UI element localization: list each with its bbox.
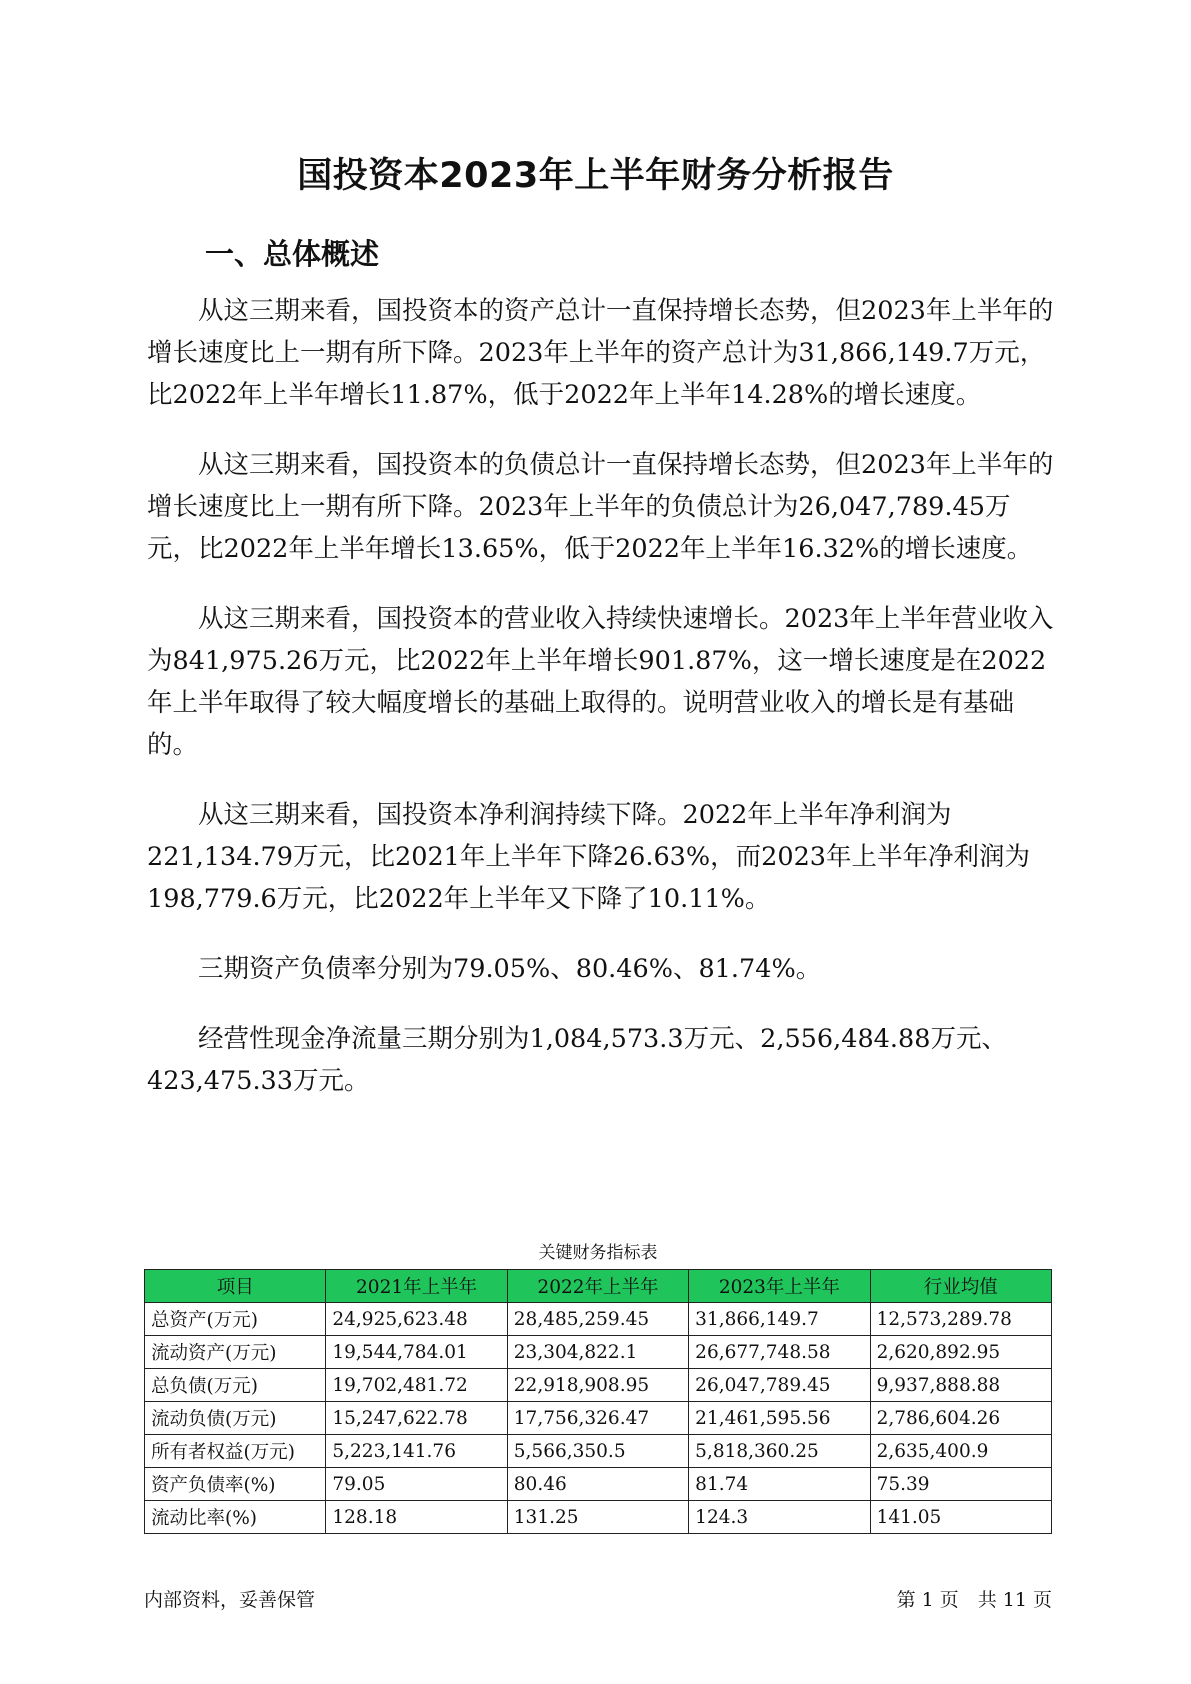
report-title: 国投资本2023年上半年财务分析报告 — [297, 156, 894, 196]
table-row — [145, 1501, 1052, 1534]
table-row — [145, 1468, 1052, 1501]
paragraph-debt-ratio: 三期资产负债率分别为79.05%、80.46%、81.74%。 — [198, 954, 822, 984]
paragraph-liabilities: 从这三期来看，国投资本的负债总计一直保持增长态势，但2023年上半年的增长速度比上一期有所下降。2023年上半年的负债总计为26,047,789.45万元，比2022年上半年增长13.65%，低于2022年上半年16.32%的增长速度。 — [147, 450, 1054, 564]
paragraph-revenue: 从这三期来看，国投资本的营业收入持续快速增长。2023年上半年营业收入为841,975.26万元，比2022年上半年增长901.87%，这一增长速度是在2022年上半年取得了较大幅度增长的基础上取得的。说明营业收入的增长是有基础的。 — [147, 604, 1054, 760]
table-cell: 总资产(万元) — [145, 1303, 326, 1336]
table-cell: 2,786,604.26 — [870, 1402, 1051, 1435]
table-cell: 79.05 — [326, 1468, 507, 1501]
header-2022h1: 2022年上半年 — [507, 1270, 688, 1303]
body-text — [147, 290, 1059, 1130]
table-cell: 19,702,481.72 — [326, 1369, 507, 1402]
table-cell: 80.46 — [507, 1468, 688, 1501]
table-row — [145, 1336, 1052, 1369]
table-header-row — [145, 1270, 1052, 1303]
table-cell: 5,818,360.25 — [689, 1435, 870, 1468]
table-cell: 31,866,149.7 — [689, 1303, 870, 1336]
table-row — [145, 1435, 1052, 1468]
paragraph-cash-flow: 经营性现金净流量三期分别为1,084,573.3万元、2,556,484.88万元、423,475.33万元。 — [147, 1024, 1007, 1096]
table-cell: 2,635,400.9 — [870, 1435, 1051, 1468]
table-cell: 81.74 — [689, 1468, 870, 1501]
paragraph-net-profit: 从这三期来看，国投资本净利润持续下降。2022年上半年净利润为221,134.79万元，比2021年上半年下降26.63%，而2023年上半年净利润为198,779.6万元，比2022年上半年又下降了10.11%。 — [147, 800, 1031, 914]
table-row — [145, 1369, 1052, 1402]
table-cell: 流动比率(%) — [145, 1501, 326, 1534]
table-cell: 15,247,622.78 — [326, 1402, 507, 1435]
table-cell: 23,304,822.1 — [507, 1336, 688, 1369]
table-cell: 21,461,595.56 — [689, 1402, 870, 1435]
table-cell: 26,047,789.45 — [689, 1369, 870, 1402]
table-cell: 75.39 — [870, 1468, 1051, 1501]
paragraph-assets: 从这三期来看，国投资本的资产总计一直保持增长态势，但2023年上半年的增长速度比上一期有所下降。2023年上半年的资产总计为31,866,149.7万元，比2022年上半年增长11.87%，低于2022年上半年14.28%的增长速度。 — [147, 296, 1054, 410]
table-cell: 总负债(万元) — [145, 1369, 326, 1402]
header-2023h1: 2023年上半年 — [689, 1270, 870, 1303]
table-cell: 19,544,784.01 — [326, 1336, 507, 1369]
key-financial-indicators-table — [144, 1269, 1052, 1534]
footer-confidential-note: 内部资料，妥善保管 — [144, 1589, 316, 1611]
table-cell: 资产负债率(%) — [145, 1468, 326, 1501]
table-cell: 124.3 — [689, 1501, 870, 1534]
table-row — [145, 1402, 1052, 1435]
table-cell: 22,918,908.95 — [507, 1369, 688, 1402]
table-cell: 24,925,623.48 — [326, 1303, 507, 1336]
table-cell: 141.05 — [870, 1501, 1051, 1534]
header-industry-avg: 行业均值 — [870, 1270, 1051, 1303]
table-cell: 17,756,326.47 — [507, 1402, 688, 1435]
table-caption: 关键财务指标表 — [538, 1243, 658, 1263]
table-cell: 128.18 — [326, 1501, 507, 1534]
table-cell: 5,566,350.5 — [507, 1435, 688, 1468]
table-cell: 12,573,289.78 — [870, 1303, 1051, 1336]
section-heading: 一、总体概述 — [205, 237, 380, 271]
footer-page-number: 第 1 页 共 11 页 — [896, 1589, 1052, 1611]
table-cell: 5,223,141.76 — [326, 1435, 507, 1468]
table-cell: 26,677,748.58 — [689, 1336, 870, 1369]
financial-table-section — [144, 1238, 1052, 1534]
table-cell: 流动资产(万元) — [145, 1336, 326, 1369]
header-item: 项目 — [145, 1270, 326, 1303]
table-cell: 131.25 — [507, 1501, 688, 1534]
header-2021h1: 2021年上半年 — [326, 1270, 507, 1303]
table-row — [145, 1303, 1052, 1336]
table-cell: 流动负债(万元) — [145, 1402, 326, 1435]
table-cell: 2,620,892.95 — [870, 1336, 1051, 1369]
table-cell: 所有者权益(万元) — [145, 1435, 326, 1468]
table-cell: 9,937,888.88 — [870, 1369, 1051, 1402]
table-cell: 28,485,259.45 — [507, 1303, 688, 1336]
